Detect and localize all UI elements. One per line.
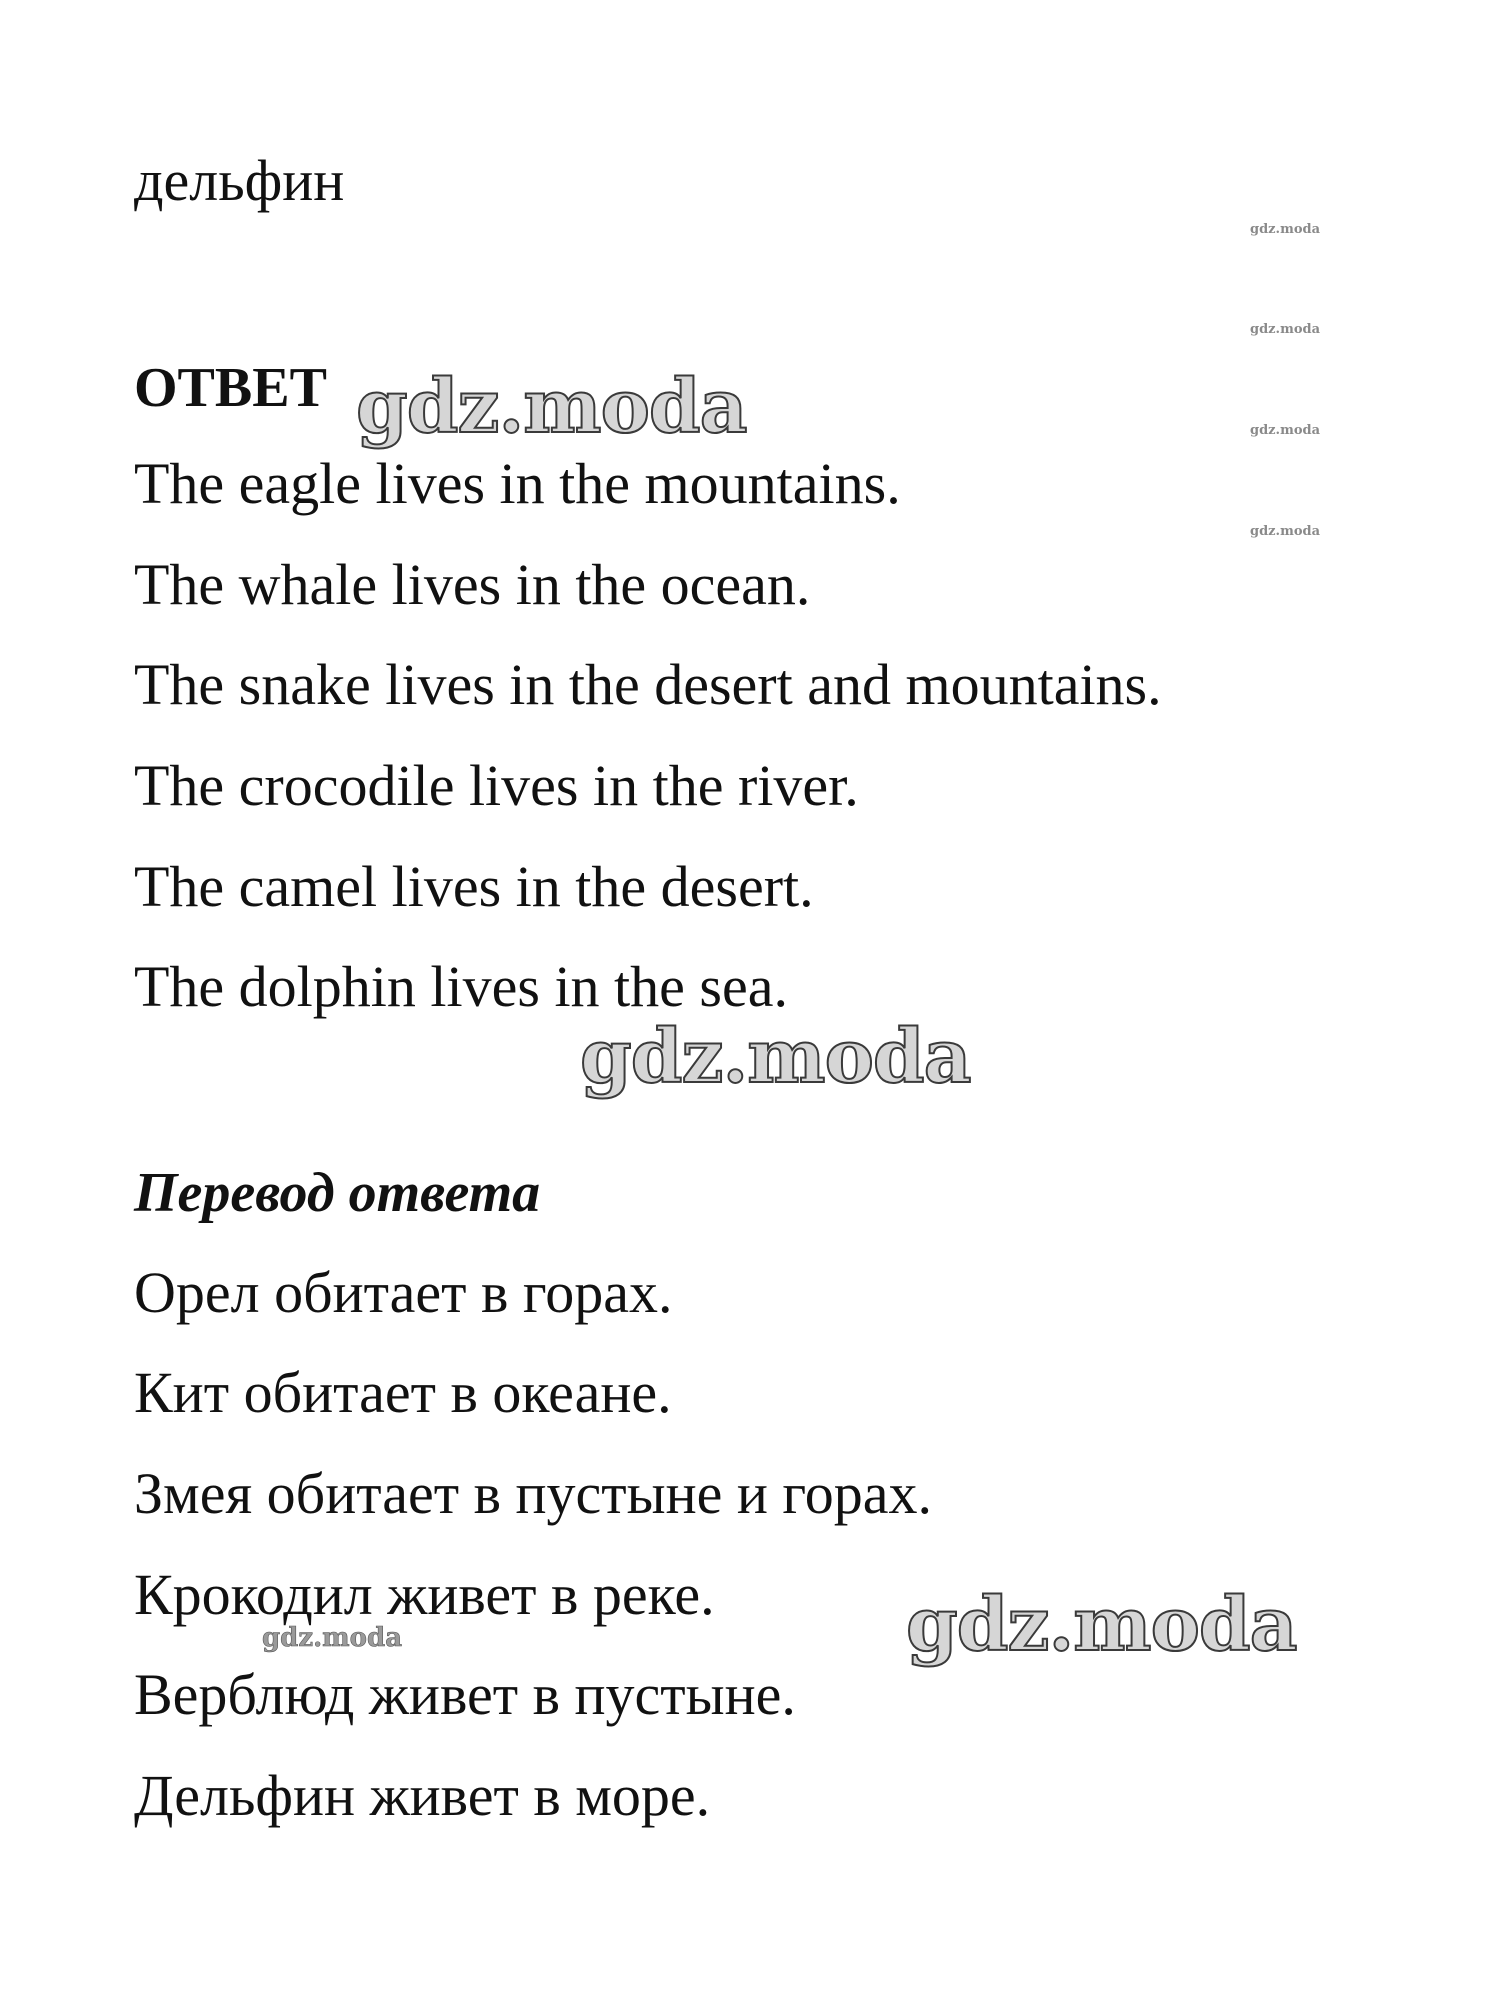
watermark: gdz.moda [262, 1623, 403, 1653]
answer-line: The snake lives in the desert and mountains. [134, 652, 1162, 717]
answer-line: The dolphin lives in the sea. [134, 954, 788, 1019]
answer-line: The camel lives in the desert. [134, 854, 814, 919]
watermark: gdz.moda [580, 1014, 971, 1100]
top-word: дельфин [134, 148, 345, 213]
translation-line: Змея обитает в пустыне и горах. [134, 1461, 933, 1526]
translation-line: Верблюд живет в пустыне. [134, 1662, 796, 1727]
translation-line: Крокодил живет в реке. [134, 1562, 715, 1627]
translation-line: Орел обитает в горах. [134, 1260, 673, 1325]
watermark: gdz.moda [356, 364, 747, 450]
answer-line: The crocodile lives in the river. [134, 753, 859, 818]
watermark: gdz.moda [906, 1582, 1297, 1668]
answer-line: The eagle lives in the mountains. [134, 451, 901, 516]
translation-heading: Перевод ответа [134, 1162, 541, 1224]
watermark: gdz.moda [1250, 222, 1321, 237]
answer-heading: ОТВЕТ [134, 357, 327, 419]
watermark: gdz.moda [1250, 322, 1321, 337]
translation-line: Кит обитает в океане. [134, 1360, 672, 1425]
translation-line: Дельфин живет в море. [134, 1763, 711, 1828]
watermark: gdz.moda [1250, 423, 1321, 438]
watermark: gdz.moda [1250, 524, 1321, 539]
answer-line: The whale lives in the ocean. [134, 552, 811, 617]
